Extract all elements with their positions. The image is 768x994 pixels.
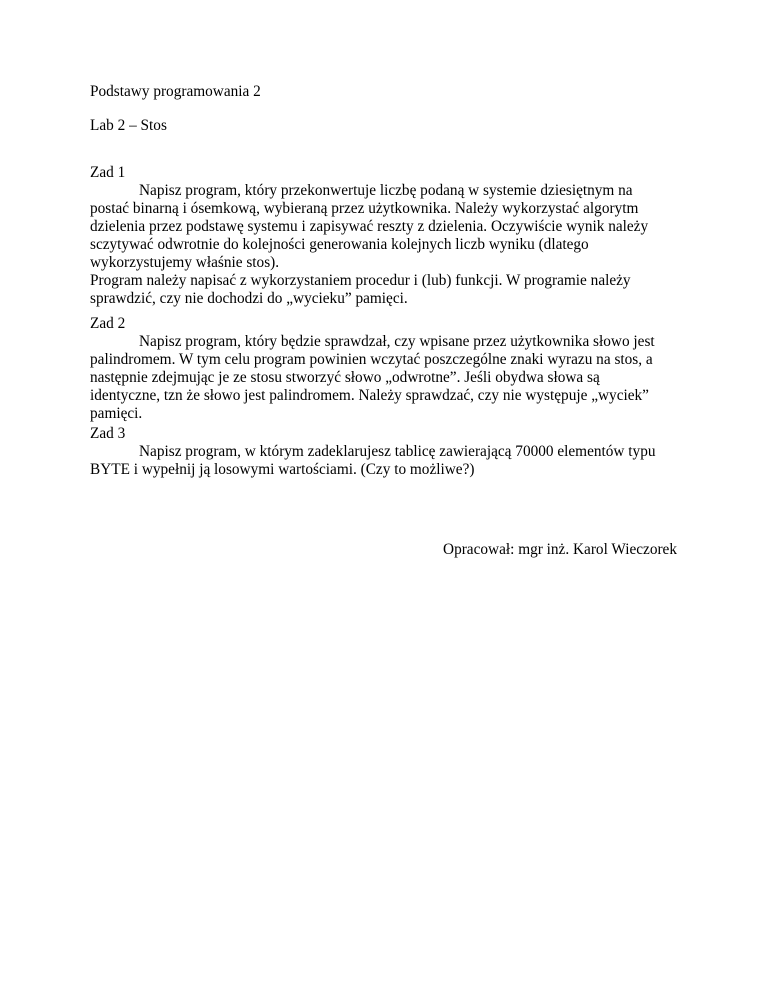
- task-3-heading: Zad 3: [90, 425, 126, 442]
- task-1-line-7: sprawdzić, czy nie dochodzi do „wycieku” pamięci.: [90, 290, 408, 307]
- task-2-heading: Zad 2: [90, 315, 126, 332]
- task-2-line-1: Napisz program, który będzie sprawdzał, czy wpisane przez użytkownika słowo jest: [139, 333, 655, 350]
- task-3-line-1: Napisz program, w którym zadeklarujesz tablicę zawierającą 70000 elementów typu: [139, 443, 656, 460]
- task-3-line-2: BYTE i wypełnij ją losowymi wartościami. (Czy to możliwe?): [90, 461, 475, 478]
- task-1-line-5: wykorzystujemy właśnie stos).: [90, 254, 280, 271]
- task-1-line-4: sczytywać odwrotnie do kolejności generowania kolejnych liczb wyniku (dlatego: [90, 236, 589, 253]
- task-2: [90, 315, 690, 423]
- task-2-line-5: pamięci.: [90, 405, 143, 422]
- task-1-heading: Zad 1: [90, 164, 126, 181]
- task-2-line-3: następnie zdejmując je ze stosu stworzyć słowo „odwrotne”. Jeśli obydwa słowa są: [90, 369, 600, 386]
- author-signature: Opracował: mgr inż. Karol Wieczorek: [443, 541, 677, 558]
- task-2-line-4: identyczne, tzn że słowo jest palindromem. Należy sprawdzać, czy nie występuje „wyciek”: [90, 387, 649, 404]
- task-1-line-3: dzielenia przez podstawę systemu i zapisywać reszty z dzielenia. Oczywiście wynik należy: [90, 218, 649, 235]
- course-title: Podstawy programowania 2: [90, 83, 261, 100]
- task-3: [90, 425, 690, 479]
- task-1-line-2: postać binarną i ósemkową, wybieraną przez użytkownika. Należy wykorzystać algorytm: [90, 200, 639, 217]
- task-1-line-1: Napisz program, który przekonwertuje liczbę podaną w systemie dziesiętnym na: [139, 182, 633, 199]
- task-1: [90, 164, 690, 308]
- task-1-line-6: Program należy napisać z wykorzystaniem procedur i (lub) funkcji. W programie należy: [90, 272, 631, 289]
- lab-title: Lab 2 – Stos: [90, 117, 167, 134]
- task-2-line-2: palindromem. W tym celu program powinien wczytać poszczególne znaki wyrazu na stos, a: [90, 351, 653, 368]
